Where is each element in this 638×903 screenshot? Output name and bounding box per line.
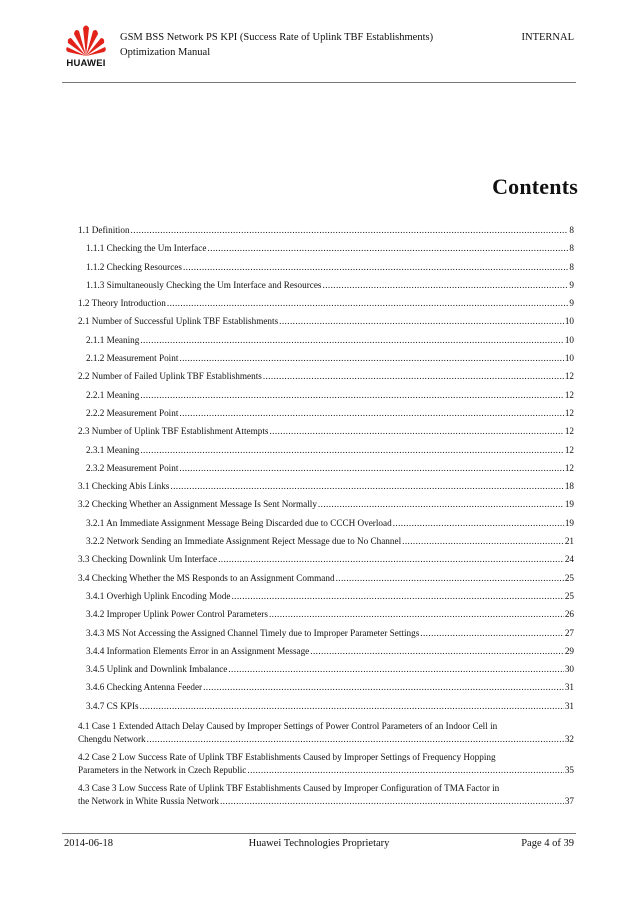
toc-entry-page: 8 bbox=[569, 243, 574, 254]
toc-entry-title: 2.1.2 Measurement Point bbox=[86, 353, 179, 364]
toc-entry-title-line2: the Network in White Russia Network bbox=[78, 796, 219, 807]
toc-entry-title-line2: Chengdu Network bbox=[78, 734, 146, 745]
document-title-line2: Optimization Manual bbox=[120, 47, 211, 58]
document-title-line1: GSM BSS Network PS KPI (Success Rate of Uplink TBF Establishments) bbox=[120, 32, 434, 43]
toc-entry-line2 bbox=[78, 733, 574, 746]
toc-leader-dots bbox=[179, 407, 563, 420]
toc-entry-title: 3.4.7 CS KPIs bbox=[86, 700, 139, 711]
toc-entry-page: 18 bbox=[564, 481, 574, 492]
toc-leader-dots bbox=[402, 535, 564, 548]
footer-divider bbox=[62, 833, 576, 834]
toc-entry-page: 9 bbox=[569, 298, 574, 309]
toc-entry-title: 3.4.4 Information Elements Error in an Assignment Message bbox=[86, 645, 310, 656]
toc-entry-line2 bbox=[78, 795, 574, 808]
classification-label: INTERNAL bbox=[521, 32, 574, 43]
toc-entry-title: 3.4.5 Uplink and Downlink Imbalance bbox=[86, 664, 228, 675]
toc-leader-dots bbox=[323, 279, 569, 292]
toc-entry-page: 10 bbox=[564, 334, 574, 345]
toc-entry-page: 35 bbox=[564, 765, 574, 776]
toc-leader-dots bbox=[228, 663, 563, 676]
toc-leader-dots bbox=[179, 462, 563, 475]
toc-leader-dots bbox=[310, 645, 564, 658]
toc-entry-title: 3.2.2 Network Sending an Immediate Assignment Reject Message due to No Channel bbox=[86, 536, 402, 547]
footer-proprietary: Huawei Technologies Proprietary bbox=[248, 838, 390, 849]
toc-entry-page: 31 bbox=[564, 682, 574, 693]
toc-entry-title: 3.4.1 Overhigh Uplink Encoding Mode bbox=[86, 590, 231, 601]
header-divider bbox=[62, 82, 576, 83]
toc-entry[interactable] bbox=[78, 407, 574, 425]
toc-entry-page: 12 bbox=[564, 389, 574, 400]
toc-entry[interactable] bbox=[78, 242, 574, 260]
toc-entry-title-line1: 4.2 Case 2 Low Success Rate of Uplink TBF Establishments Caused by Improper Settings of Frequency Hopping bbox=[78, 752, 496, 763]
toc-leader-dots bbox=[170, 480, 563, 493]
toc-leader-dots bbox=[231, 590, 563, 603]
toc-entry[interactable] bbox=[78, 444, 574, 462]
toc-entry-page: 19 bbox=[564, 517, 574, 528]
toc-entry-title: 2.2 Number of Failed Uplink TBF Establishments bbox=[78, 371, 262, 382]
toc-entry-page: 8 bbox=[569, 225, 574, 235]
toc-entry-page: 31 bbox=[564, 700, 574, 711]
toc-entry[interactable] bbox=[78, 425, 574, 443]
toc-leader-dots bbox=[140, 334, 563, 347]
toc-entry[interactable] bbox=[78, 334, 574, 352]
toc-leader-dots bbox=[247, 764, 563, 777]
toc-entry-page: 12 bbox=[564, 444, 574, 455]
toc-entry-title: 3.4.3 MS Not Accessing the Assigned Channel Timely due to Improper Parameter Settings bbox=[86, 627, 420, 638]
toc-entry-title: 2.3 Number of Uplink TBF Establishment Attempts bbox=[78, 426, 269, 437]
toc-leader-dots bbox=[263, 370, 564, 383]
toc-entry-title: 1.1 Definition bbox=[78, 225, 130, 235]
toc-entry-page: 25 bbox=[564, 590, 574, 601]
toc-entry-page: 27 bbox=[564, 627, 574, 638]
toc-leader-dots bbox=[207, 242, 568, 255]
toc-entry-title: 1.1.3 Simultaneously Checking the Um Interface and Resources bbox=[86, 279, 322, 290]
toc-entry-title: 3.3 Checking Downlink Um Interface bbox=[78, 554, 218, 565]
toc-entry[interactable] bbox=[78, 700, 574, 718]
toc-entry[interactable] bbox=[78, 751, 574, 777]
toc-leader-dots bbox=[183, 261, 568, 274]
toc-entry-page: 12 bbox=[564, 407, 574, 418]
toc-entry-page: 8 bbox=[569, 261, 574, 272]
toc-entry-title-line2: Parameters in the Network in Czech Republic bbox=[78, 765, 247, 776]
toc-leader-dots bbox=[140, 389, 563, 402]
toc-entry-title: 2.1.1 Meaning bbox=[86, 334, 140, 345]
toc-entry-title: 2.3.2 Measurement Point bbox=[86, 462, 179, 473]
toc-entry-title-line1: 4.1 Case 1 Extended Attach Delay Caused by Improper Settings of Power Control Parameters of an Indoor Cell in bbox=[78, 721, 498, 732]
toc-leader-dots bbox=[167, 297, 569, 310]
toc-entry-page: 19 bbox=[564, 499, 574, 510]
toc-leader-dots bbox=[269, 425, 563, 438]
page-header bbox=[0, 0, 638, 80]
page-footer bbox=[64, 838, 574, 854]
toc-entry[interactable] bbox=[78, 720, 574, 746]
toc-leader-dots bbox=[203, 681, 564, 694]
toc-entry-title: 3.2.1 An Immediate Assignment Message Being Discarded due to CCCH Overload bbox=[86, 517, 392, 528]
toc-entry[interactable] bbox=[78, 627, 574, 645]
toc-entry[interactable] bbox=[78, 315, 574, 333]
toc-leader-dots bbox=[279, 315, 564, 328]
toc-entry[interactable] bbox=[78, 572, 574, 590]
toc-entry[interactable] bbox=[78, 297, 574, 315]
toc-entry[interactable] bbox=[78, 608, 574, 626]
toc-leader-dots bbox=[140, 700, 564, 713]
toc-leader-dots bbox=[147, 733, 564, 746]
toc-leader-dots bbox=[218, 553, 564, 566]
toc-entry[interactable] bbox=[78, 224, 574, 242]
toc-entry-page: 9 bbox=[569, 279, 574, 290]
toc-entry-title: 2.3.1 Meaning bbox=[86, 444, 140, 455]
toc-leader-dots bbox=[393, 517, 564, 530]
toc-entry[interactable] bbox=[78, 261, 574, 279]
toc-leader-dots bbox=[420, 627, 564, 640]
toc-leader-dots bbox=[140, 444, 563, 457]
toc-entry-title: 3.4.2 Improper Uplink Power Control Parameters bbox=[86, 609, 268, 620]
toc-entry[interactable] bbox=[78, 681, 574, 699]
footer-date: 2014-06-18 bbox=[64, 838, 113, 849]
toc-entry-title: 3.1 Checking Abis Links bbox=[78, 481, 170, 492]
document-title bbox=[120, 30, 460, 60]
toc-entry-page: 12 bbox=[564, 426, 574, 437]
toc-entry-title: 3.4 Checking Whether the MS Responds to an Assignment Command bbox=[78, 572, 335, 583]
footer-page-number: Page 4 of 39 bbox=[521, 838, 574, 849]
toc-entry[interactable] bbox=[78, 389, 574, 407]
toc-entry-page: 32 bbox=[564, 734, 574, 745]
toc-entry-page: 10 bbox=[564, 316, 574, 327]
toc-leader-dots bbox=[269, 608, 564, 621]
toc-entry-page: 26 bbox=[564, 609, 574, 620]
toc-entry-title: 1.2 Theory Introduction bbox=[78, 298, 166, 309]
toc-entry-page: 12 bbox=[564, 462, 574, 473]
toc-entry-title: 2.2.2 Measurement Point bbox=[86, 407, 179, 418]
toc-entry[interactable] bbox=[78, 663, 574, 681]
toc-entry-title: 2.2.1 Meaning bbox=[86, 389, 140, 400]
toc-entry-line2 bbox=[78, 764, 574, 777]
contents-heading: Contents bbox=[492, 174, 578, 199]
logo-text: HUAWEI bbox=[66, 58, 106, 69]
toc-entry[interactable] bbox=[78, 782, 574, 808]
toc-entry[interactable] bbox=[78, 370, 574, 388]
toc-entry[interactable] bbox=[78, 279, 574, 297]
toc-leader-dots bbox=[179, 352, 563, 365]
toc-leader-dots bbox=[336, 572, 564, 585]
toc-leader-dots bbox=[131, 224, 569, 237]
toc-entry-page: 21 bbox=[564, 536, 574, 547]
huawei-logo bbox=[62, 22, 110, 76]
toc-entry-title: 1.1.1 Checking the Um Interface bbox=[86, 243, 207, 254]
table-of-contents bbox=[78, 224, 574, 813]
toc-leader-dots bbox=[220, 795, 564, 808]
toc-entry-page: 30 bbox=[564, 664, 574, 675]
toc-entry[interactable] bbox=[78, 645, 574, 663]
toc-entry[interactable] bbox=[78, 553, 574, 571]
toc-entry[interactable] bbox=[78, 590, 574, 608]
toc-entry[interactable] bbox=[78, 498, 574, 516]
toc-leader-dots bbox=[318, 498, 564, 511]
toc-entry-page: 37 bbox=[564, 796, 574, 807]
toc-entry[interactable] bbox=[78, 535, 574, 553]
toc-entry-page: 24 bbox=[564, 554, 574, 565]
toc-entry[interactable] bbox=[78, 480, 574, 498]
toc-entry-title: 3.2 Checking Whether an Assignment Message Is Sent Normally bbox=[78, 499, 317, 510]
toc-entry-title: 1.1.2 Checking Resources bbox=[86, 261, 182, 272]
toc-entry-title: 2.1 Number of Successful Uplink TBF Establishments bbox=[78, 316, 279, 327]
toc-entry-page: 25 bbox=[564, 572, 574, 583]
toc-entry[interactable] bbox=[78, 352, 574, 370]
toc-entry-page: 10 bbox=[564, 353, 574, 364]
toc-entry[interactable] bbox=[78, 462, 574, 480]
toc-entry-title-line1: 4.3 Case 3 Low Success Rate of Uplink TBF Establishments Caused by Improper Configuration of TMA Factor in bbox=[78, 783, 500, 794]
toc-entry-page: 29 bbox=[564, 645, 574, 656]
toc-entry[interactable] bbox=[78, 517, 574, 535]
toc-entry-page: 12 bbox=[564, 371, 574, 382]
toc-entry-title: 3.4.6 Checking Antenna Feeder bbox=[86, 682, 203, 693]
huawei-petal-icon bbox=[62, 22, 110, 58]
